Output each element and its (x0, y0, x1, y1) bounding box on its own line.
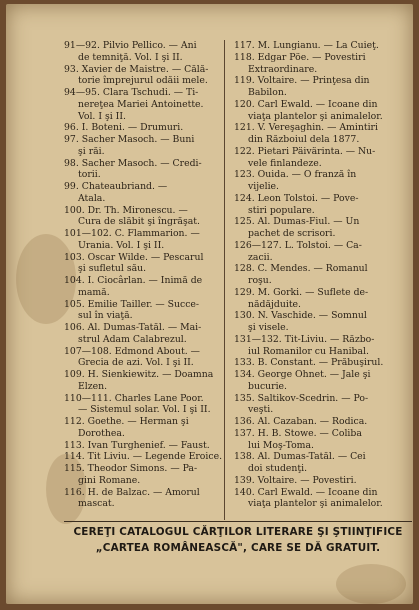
entry-title-line: 107—108. Edmond About. — (64, 345, 200, 357)
entry-continuation-line: lui Moş-Toma. (248, 439, 314, 451)
entry-continuation-line: doi studenţi. (248, 463, 308, 474)
entry-continuation-line: Vol. I şi II. (78, 110, 126, 122)
entry-title-line: 137. H. B. Stowe. — Coliba (234, 427, 362, 439)
catalog-entry (64, 40, 242, 64)
catalog-entry (64, 463, 242, 487)
entry-title-line: 101—102. C. Flammarion. — (64, 228, 200, 239)
catalog-column-left (64, 40, 242, 510)
entry-continuation-line: mascat. (78, 498, 115, 510)
entry-continuation-line: stiri populare. (248, 204, 315, 216)
catalog-entry (64, 393, 242, 417)
entry-title-line: 116. H. de Balzac. — Amorul (64, 486, 200, 498)
entry-title-line: 139. Voltaire. — Povestiri. (234, 474, 357, 486)
entry-continuation-line: pachet de scrisori. (248, 228, 336, 239)
entry-continuation-line: din Războiul dela 1877. (248, 134, 360, 145)
entry-continuation-line: bucurie. (248, 380, 288, 392)
entry-title-line: 133. B. Constant. — Prăbuşirul. (234, 357, 384, 369)
entry-continuation-line: şi sufletul său. (78, 263, 147, 275)
entry-title-line: 135. Saltikov-Scedrin. — Po- (234, 392, 369, 404)
entry-title-line: 138. Al. Dumas-Tatăl. — Cei (234, 451, 366, 463)
entry-continuation-line: şi visele. (248, 322, 289, 333)
catalog-entry (234, 428, 412, 452)
entry-title-line: 115. Theodor Simons. — Pa- (64, 463, 198, 474)
entry-continuation-line: vijelie. (248, 181, 280, 192)
paper-stain (336, 564, 406, 604)
catalog-entry (64, 134, 242, 158)
entry-continuation-line: Urania. Vol. I şi II. (78, 239, 165, 251)
catalog-entry (234, 122, 412, 146)
entry-title-line: 110—111. Charles Lane Poor. (64, 392, 204, 404)
entry-continuation-line: şi răi. (78, 145, 105, 157)
catalog-entry (64, 322, 242, 346)
entry-title-line: 98. Sacher Masoch. — Credi- (64, 157, 202, 169)
catalog-entry (64, 440, 242, 452)
catalog-entry (234, 169, 412, 193)
entry-continuation-line: viaţa plantelor şi animalelor. (248, 498, 383, 510)
catalog-entry (64, 369, 242, 393)
column-divider (224, 40, 225, 520)
entry-title-line: 120. Carl Ewald. — Icoane din (234, 98, 378, 110)
catalog-entry (234, 334, 412, 358)
catalog-entry (234, 369, 412, 393)
catalog-entry (234, 75, 412, 99)
entry-continuation-line: vele finlandeze. (248, 157, 322, 169)
catalog-entry (64, 416, 242, 440)
entry-title-line: 131—132. Tit-Liviu. — Războ- (234, 333, 375, 345)
entry-title-line: 114. Tit Liviu. — Legende Eroice. (64, 451, 223, 463)
entry-title-line: 117. M. Lungianu. — La Cuieţ. (234, 40, 379, 51)
entry-title-line: 106. Al. Dumas-Tatăl. — Mai- (64, 322, 202, 333)
entry-title-line: 136. Al. Cazaban. — Rodica. (234, 416, 368, 427)
entry-title-line: 126—127. L. Tolstoi. — Ca- (234, 239, 362, 251)
catalog-entry (64, 122, 242, 134)
entry-title-line: 94—95. Clara Tschudi. — Ti- (64, 87, 199, 98)
catalog-entry (234, 40, 412, 52)
entry-title-line: 125. Al. Dumas-Fiul. — Un (234, 216, 360, 228)
entry-title-line: 123. Ouida. — O franză în (234, 169, 357, 181)
catalog-entry (234, 487, 412, 511)
catalog-entry (234, 451, 412, 475)
catalog-entry (234, 216, 412, 240)
entry-title-line: 124. Leon Tolstoi. — Pove- (234, 192, 359, 204)
entry-title-line: 93. Xavier de Maistre. — Călă- (64, 63, 209, 75)
entry-title-line: 129. M. Gorki. — Suflete de- (234, 286, 369, 298)
entry-title-line: 112. Goethe. — Herman şi (64, 416, 189, 427)
entry-continuation-line: Grecia de azi. Vol. I şi II. (78, 357, 194, 369)
footer-line-2: „CARTEA ROMÂNEASCĂ", CARE SE DĂ GRATUIT. (95, 542, 381, 554)
footer-line-1: CEREŢI CATALOGUL CĂRŢILOR LITERARE ŞI ŞTIINŢIFICE (73, 526, 403, 538)
entry-title-line: 128. C. Mendes. — Romanul (234, 263, 368, 275)
catalog-entry (64, 252, 242, 276)
entry-continuation-line: mamă. (78, 286, 110, 298)
entry-title-line: 97. Sacher Masoch. — Buni (64, 134, 195, 145)
catalog-footer (64, 524, 412, 556)
entry-title-line: 134. George Ohnet. — Jale şi (234, 369, 371, 380)
catalog-entry (64, 487, 242, 511)
entry-title-line: 103. Oscar Wilde. — Pescarul (64, 251, 204, 263)
entry-continuation-line: gini Romane. (78, 474, 141, 486)
catalog-entry (234, 475, 412, 487)
catalog-entry (234, 52, 412, 76)
entry-continuation-line: strul Adam Calabrezul. (78, 333, 187, 345)
catalog-entry (64, 181, 242, 205)
entry-continuation-line: nereţea Mariei Antoinette. (78, 98, 204, 110)
catalog-entry (234, 393, 412, 417)
entry-title-line: 122. Pietari Päivärinta. — Nu- (234, 145, 376, 157)
entry-continuation-line: viaţa plantelor şi animalelor. (248, 110, 383, 122)
catalog-entry (64, 275, 242, 299)
catalog-entry (234, 416, 412, 428)
catalog-entry (234, 287, 412, 311)
entry-continuation-line: de temniţă. Vol. I şi II. (78, 51, 183, 63)
catalog-entry (234, 146, 412, 170)
entry-continuation-line: Cura de slăbit şi îngrăşat. (78, 216, 200, 228)
entry-continuation-line: torie împrejurul odăii mele. (78, 75, 208, 87)
entry-title-line: 104. I. Ciocârlan. — Inimă de (64, 275, 203, 286)
entry-title-line: 105. Emilie Tailler. — Succe- (64, 298, 200, 310)
entry-title-line: 91—92. Pilvio Pellico. — Ani (64, 40, 197, 51)
entry-continuation-line: iul Romanilor cu Hanibal. (248, 345, 369, 357)
catalog-entry (64, 158, 242, 182)
entry-title-line: 121. V. Vereşaghin. — Amintiri (234, 122, 378, 134)
catalog-entry (234, 240, 412, 264)
entry-title-line: 99. Chateaubriand. — (64, 181, 168, 192)
catalog-entry (64, 451, 242, 463)
entry-title-line: 140. Carl Ewald. — Icoane din (234, 486, 378, 498)
entry-continuation-line: Elzen. (78, 380, 108, 392)
entry-title-line: 118. Edgar Pöe. — Povestiri (234, 51, 366, 63)
catalog-entry (64, 87, 242, 122)
catalog-entry (234, 357, 412, 369)
entry-continuation-line: roşu. (248, 275, 272, 286)
entry-title-line: 96. I. Boteni. — Drumuri. (64, 122, 184, 134)
catalog-entry (234, 310, 412, 334)
catalog-entry (64, 64, 242, 88)
catalog-entry (234, 99, 412, 123)
entry-continuation-line: veşti. (248, 404, 274, 416)
catalog-entry (234, 193, 412, 217)
entry-continuation-line: zacii. (248, 251, 273, 263)
catalog-entry (64, 205, 242, 229)
catalog-column-right (234, 40, 412, 510)
entry-continuation-line: sul în viaţă. (78, 310, 133, 322)
catalog-entry (64, 299, 242, 323)
entry-title-line: 109. H. Sienkiewitz. — Doamna (64, 369, 214, 380)
entry-continuation-line: Atala. (78, 192, 106, 204)
entry-continuation-line: nădăjduite. (248, 298, 302, 310)
entry-continuation-line: Babilon. (248, 87, 287, 98)
entry-title-line: 119. Voltaire. — Prinţesa din (234, 75, 370, 87)
entry-continuation-line: — Sistemul solar. Vol. I şi II. (78, 404, 211, 416)
catalog-entry (234, 263, 412, 287)
footer-rule (64, 521, 412, 522)
entry-continuation-line: Extraordinare. (248, 63, 318, 75)
entry-continuation-line: torii. (78, 169, 101, 181)
catalog-entry (64, 228, 242, 252)
entry-continuation-line: Dorothea. (78, 427, 125, 439)
entry-title-line: 130. N. Vaschide. — Somnul (234, 310, 367, 322)
catalog-entry (64, 346, 242, 370)
entry-title-line: 113. Ivan Turghenief. — Faust. (64, 439, 210, 451)
entry-title-line: 100. Dr. Th. Mironescu. — (64, 204, 188, 216)
